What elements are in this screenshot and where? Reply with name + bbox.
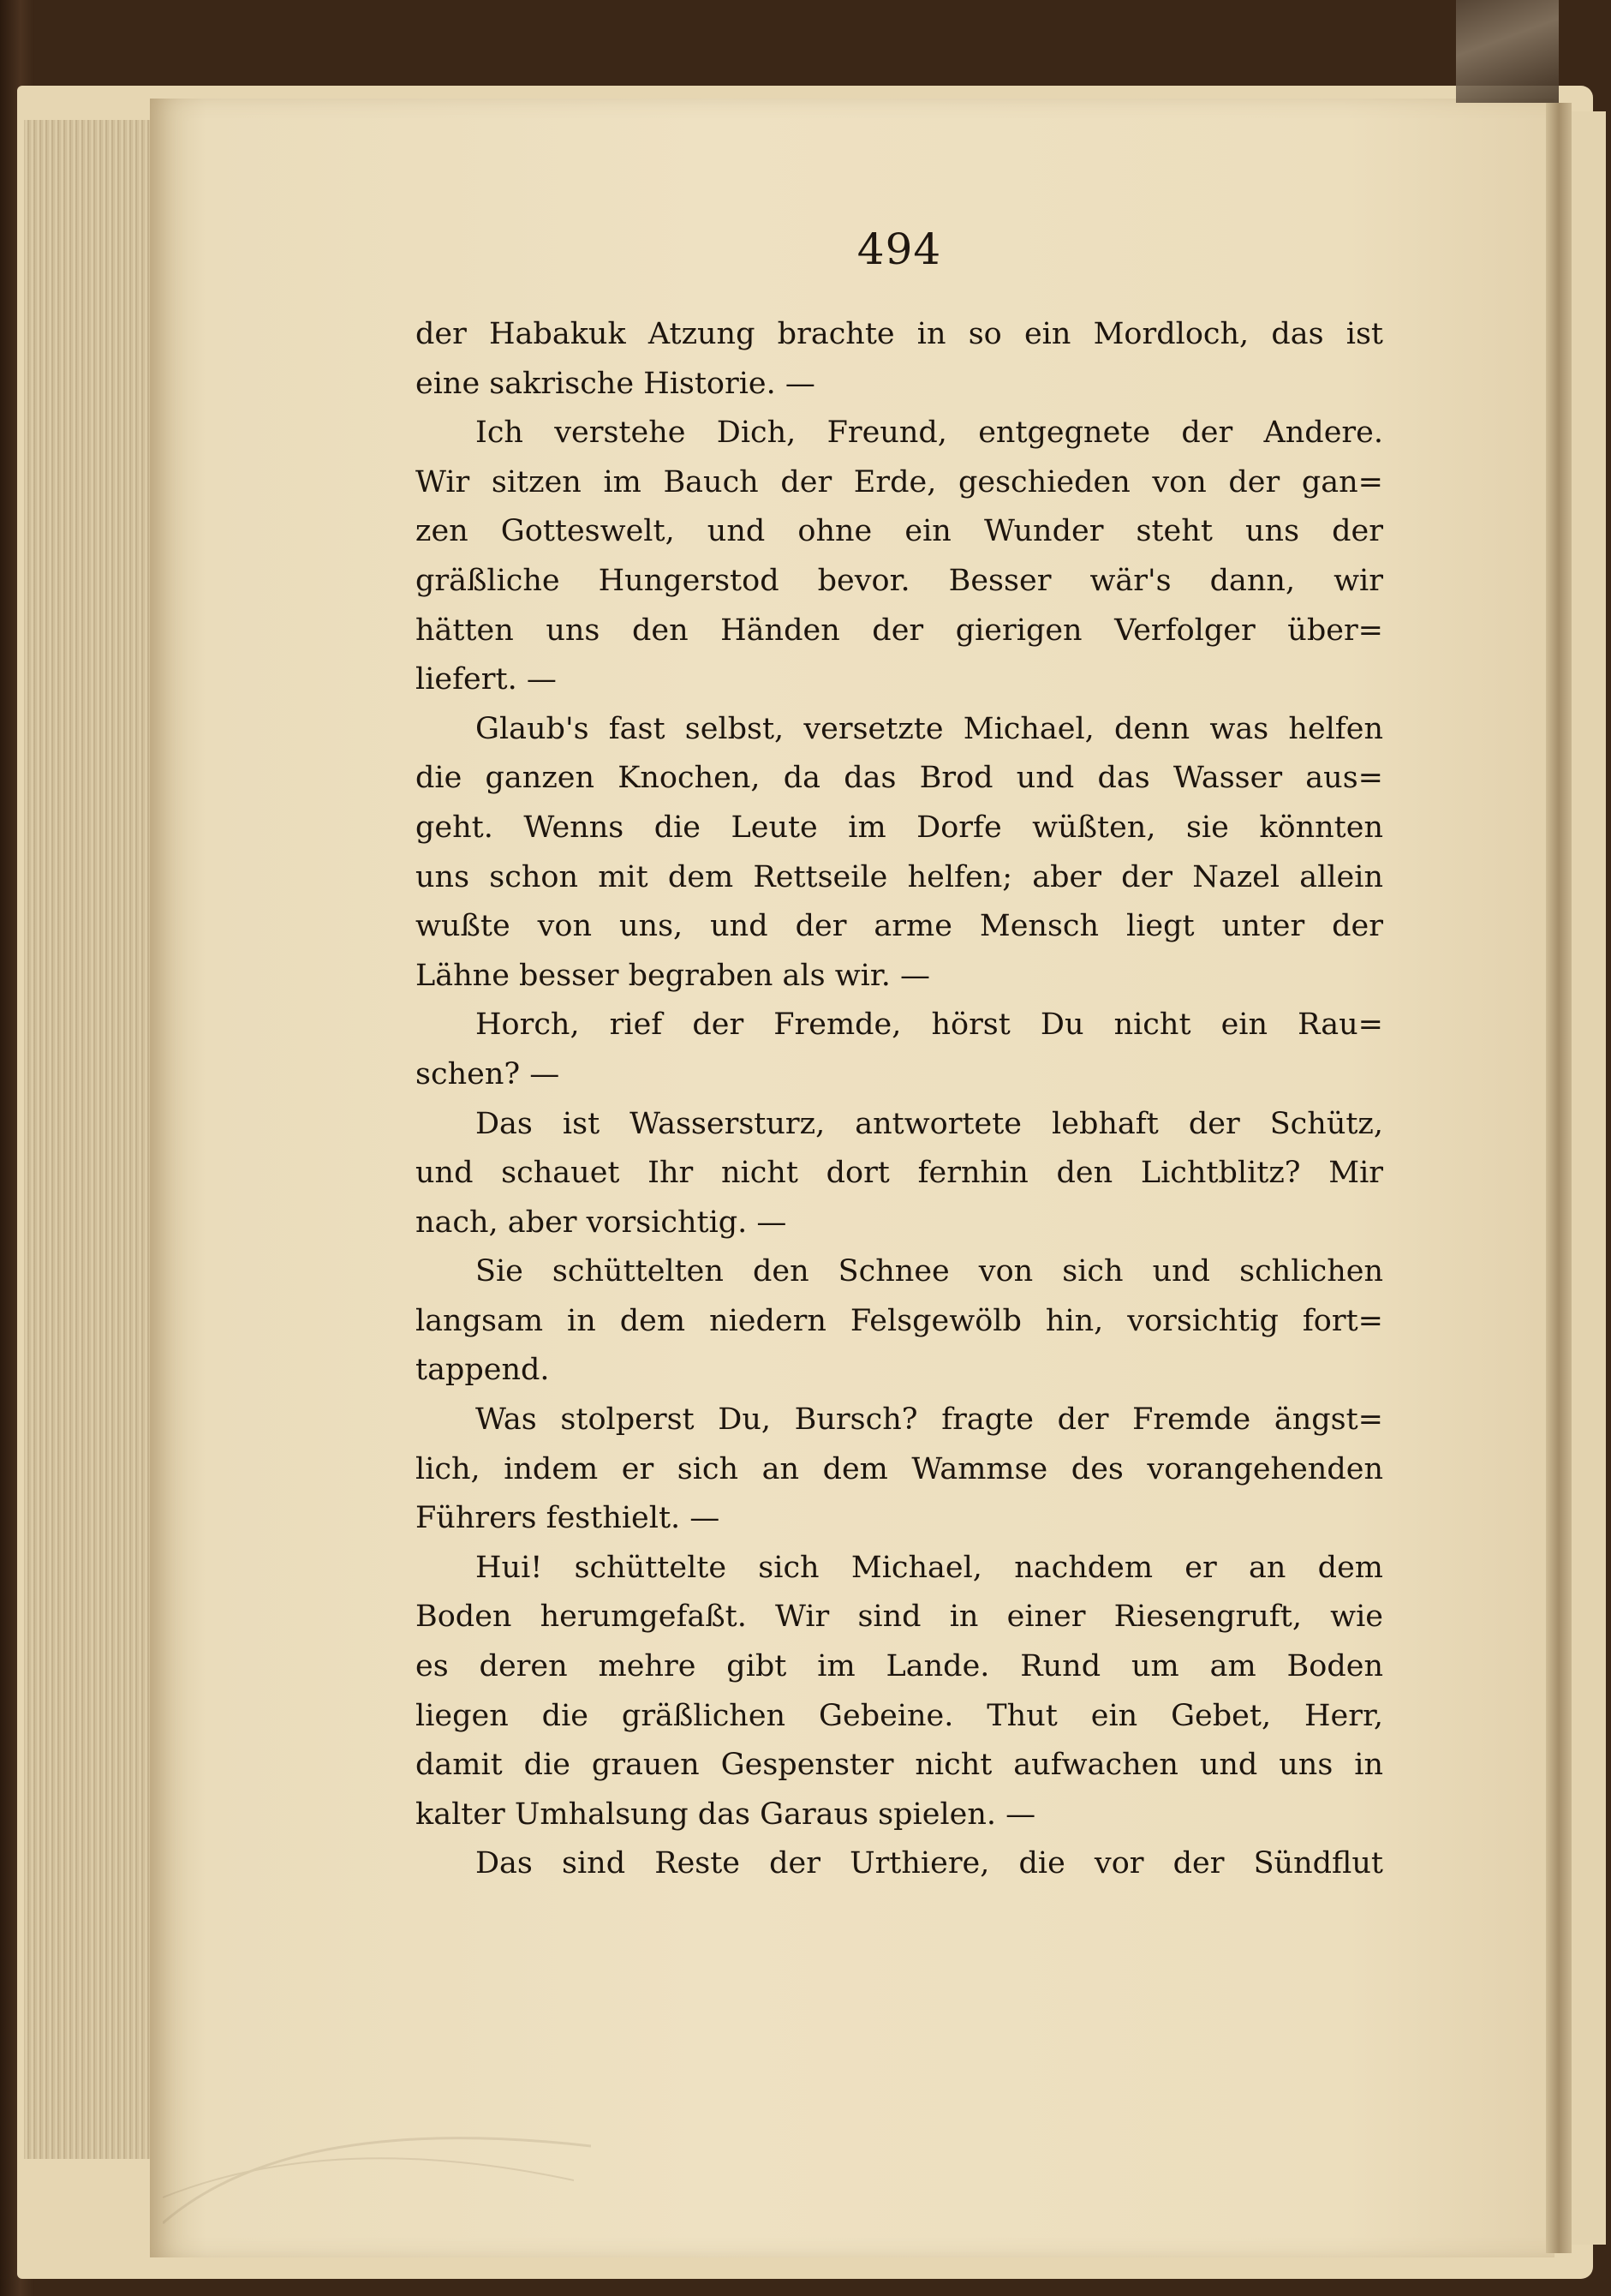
- bookmark-ribbon: [1456, 0, 1559, 103]
- text-line: damit die grauen Gespenster nicht aufwachen und uns in: [415, 1748, 1383, 1783]
- text-line: Führers festhielt. —: [415, 1501, 720, 1536]
- text-line: die ganzen Knochen, da das Brod und das Wasser aus=: [415, 761, 1383, 796]
- page-gutter: [1546, 103, 1572, 2253]
- faint-curve-decoration: [163, 2095, 591, 2232]
- text-line: hätten uns den Händen der gierigen Verfolger über=: [415, 613, 1383, 648]
- text-line: Das sind Reste der Urthiere, die vor der Sündflut: [475, 1846, 1383, 1881]
- text-line: eine sakrische Historie. —: [415, 366, 815, 401]
- text-line: liegen die gräßlichen Gebeine. Thut ein Gebet, Herr,: [415, 1698, 1383, 1733]
- text-line: Hui! schüttelte sich Michael, nachdem er an dem: [475, 1550, 1383, 1585]
- text-line: Ich verstehe Dich, Freund, entgegnete der Andere.: [475, 416, 1383, 451]
- text-line: wußte von uns, und der arme Mensch liegt unter der: [415, 909, 1383, 944]
- page-stack-edge: [24, 120, 155, 2159]
- text-line: zen Gotteswelt, und ohne ein Wunder steht uns der: [415, 514, 1383, 549]
- text-line: Das ist Wassersturz, antwortete lebhaft der Schütz,: [475, 1106, 1383, 1141]
- text-line: Horch, rief der Fremde, hörst Du nicht ein Rau=: [475, 1007, 1383, 1043]
- text-line: liefert. —: [415, 662, 557, 697]
- text-line: es deren mehre gibt im Lande. Rund um am Boden: [415, 1649, 1383, 1684]
- page-number: 494: [856, 224, 942, 274]
- text-line: und schauet Ihr nicht dort fernhin den Lichtblitz? Mir: [415, 1156, 1383, 1191]
- text-line: Was stolperst Du, Bursch? fragte der Fremde ängst=: [475, 1402, 1383, 1438]
- text-line: Sie schüttelten den Schnee von sich und schlichen: [475, 1254, 1383, 1289]
- text-line: langsam in dem niedern Felsgewölb hin, vorsichtig fort=: [415, 1303, 1383, 1338]
- facing-page-edge: [1572, 111, 1606, 2245]
- text-line: Boden herumgefaßt. Wir sind in einer Riesengruft, wie: [415, 1599, 1383, 1635]
- text-line: uns schon mit dem Rettseile helfen; aber der Nazel allein: [415, 859, 1383, 894]
- text-line: geht. Wenns die Leute im Dorfe wüßten, sie könnten: [415, 810, 1383, 845]
- text-line: tappend.: [415, 1353, 550, 1388]
- text-line: kalter Umhalsung das Garaus spielen. —: [415, 1797, 1036, 1832]
- page-text: [415, 310, 1383, 1889]
- text-line: schen? —: [415, 1056, 560, 1091]
- text-line: Glaub's fast selbst, versetzte Michael, denn was helfen: [475, 711, 1383, 746]
- text-line: nach, aber vorsichtig. —: [415, 1205, 787, 1240]
- text-line: gräßliche Hungerstod bevor. Besser wär's dann, wir: [415, 563, 1383, 598]
- text-line: der Habakuk Atzung brachte in so ein Mordloch, das ist: [415, 317, 1383, 351]
- text-line: lich, indem er sich an dem Wammse des vorangehenden: [415, 1451, 1383, 1486]
- text-line: Lähne besser begraben als wir. —: [415, 958, 930, 993]
- text-line: Wir sitzen im Bauch der Erde, geschieden von der gan=: [415, 464, 1383, 499]
